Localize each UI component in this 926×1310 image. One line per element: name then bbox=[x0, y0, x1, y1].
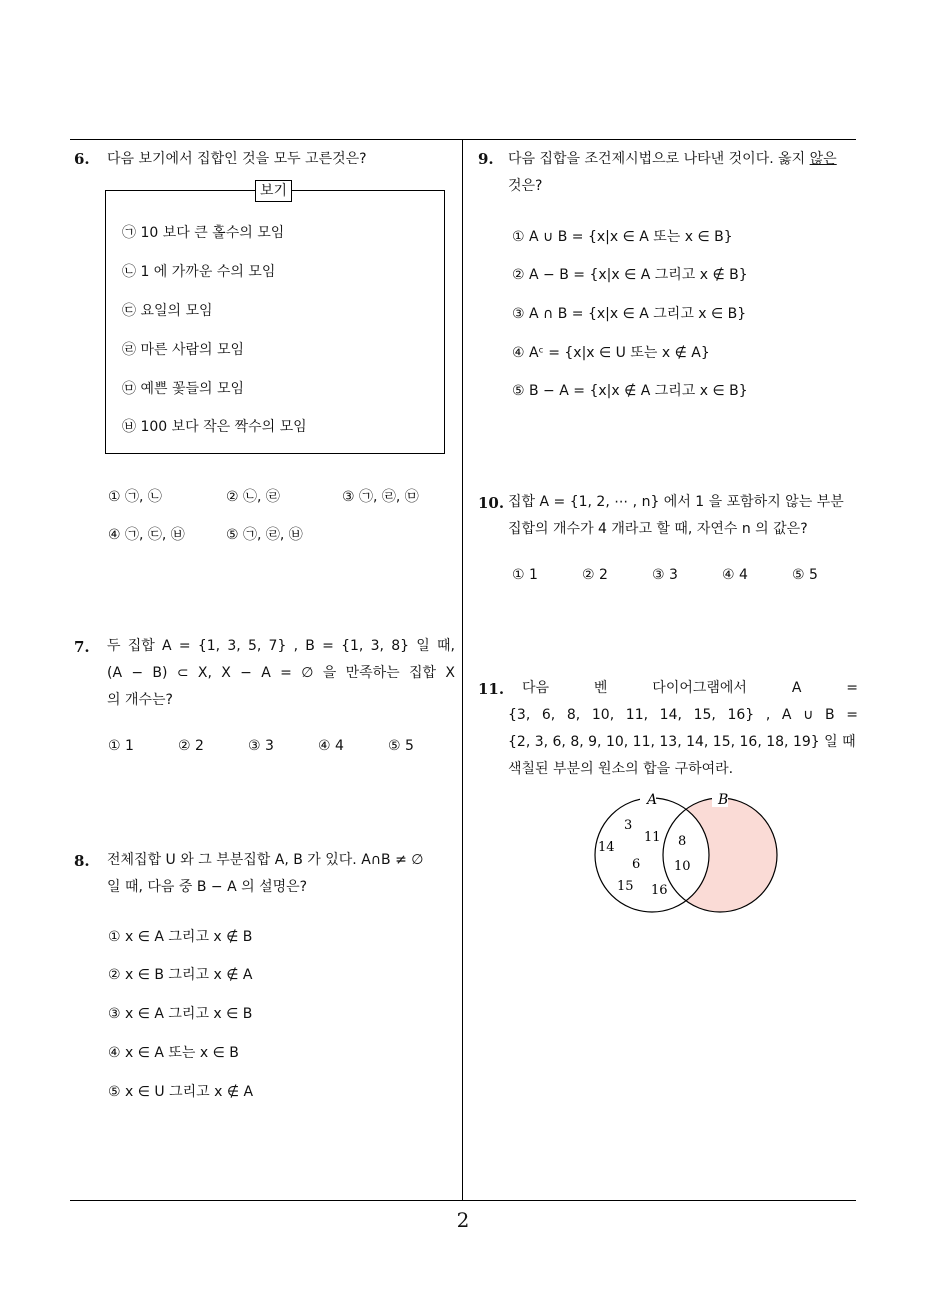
question-stem-line: 전체집합 U 와 그 부분집합 A, B 가 있다. A∩B ≠ ∅ bbox=[107, 852, 424, 868]
answer-choice[interactable]: ⑤ B − A = {x|x ∉ A 그리고 x ∈ B} bbox=[512, 383, 748, 399]
venn-label-a: A bbox=[647, 792, 658, 808]
question-number: 9. bbox=[478, 150, 494, 168]
column-divider bbox=[462, 139, 463, 1200]
question-stem-line: 의 개수는? bbox=[107, 692, 173, 708]
question-stem-line: 집합 A = {1, 2, ⋯ , n} 에서 1 을 포함하지 않는 부분 bbox=[508, 494, 844, 510]
question-number: 10. bbox=[478, 494, 505, 512]
question-number: 7. bbox=[74, 638, 90, 656]
answer-choice[interactable]: ② 2 bbox=[582, 567, 608, 583]
question-stem-line: 다음 벤 다이어그램에서 A = bbox=[522, 680, 858, 696]
question-stem-line: (A − B) ⊂ X, X − A = ∅ 을 만족하는 집합 X bbox=[107, 665, 455, 681]
question-number: 11. bbox=[478, 680, 505, 698]
example-item: ㉡ 1 에 가까운 수의 모임 bbox=[122, 264, 276, 280]
answer-choice[interactable]: ① ㉠, ㉡ bbox=[108, 489, 162, 505]
answer-choice[interactable]: ⑤ x ∈ U 그리고 x ∉ A bbox=[108, 1084, 254, 1100]
example-item: ㉥ 100 보다 작은 짝수의 모임 bbox=[122, 419, 307, 435]
question-stem-line: {3, 6, 8, 10, 11, 14, 15, 16} , A ∪ B = bbox=[508, 707, 858, 723]
question-stem-line bbox=[508, 145, 837, 173]
venn-element: 15 bbox=[617, 879, 634, 894]
answer-choice[interactable]: ② 2 bbox=[178, 738, 204, 754]
venn-element: 16 bbox=[651, 883, 668, 898]
bottom-rule bbox=[70, 1200, 856, 1201]
example-item: ㉠ 10 보다 큰 홀수의 모임 bbox=[122, 225, 285, 241]
answer-choice[interactable]: ③ ㉠, ㉣, ㉤ bbox=[342, 489, 419, 505]
question-stem: 다음 보기에서 집합인 것을 모두 고른것은? bbox=[107, 151, 367, 167]
answer-choice[interactable]: ④ 4 bbox=[722, 567, 748, 583]
answer-choice[interactable]: ① 1 bbox=[512, 567, 538, 583]
example-item: ㉤ 예쁜 꽃들의 모임 bbox=[122, 381, 245, 397]
answer-choice[interactable]: ⑤ ㉠, ㉣, ㉥ bbox=[226, 527, 303, 543]
question-stem-line: 집합의 개수가 4 개라고 할 때, 자연수 n 의 값은? bbox=[508, 521, 808, 537]
answer-choice[interactable]: ⑤ 5 bbox=[792, 567, 818, 583]
question-stem-text: 다음 집합을 조건제시법으로 나타낸 것이다. 옳지 bbox=[508, 151, 810, 167]
venn-element: 3 bbox=[624, 818, 633, 833]
venn-element: 8 bbox=[678, 834, 687, 849]
venn-label-b: B bbox=[718, 792, 729, 808]
example-item: ㉣ 마른 사람의 모임 bbox=[122, 342, 245, 358]
example-box-label: 보기 bbox=[255, 180, 292, 202]
answer-choice[interactable]: ④ Aᶜ = {x|x ∈ U 또는 x ∉ A} bbox=[512, 345, 710, 361]
answer-choice[interactable]: ① 1 bbox=[108, 738, 134, 754]
question-stem-line: 것은? bbox=[508, 178, 543, 194]
venn-element: 10 bbox=[674, 859, 691, 874]
answer-choice[interactable]: ② ㉡, ㉣ bbox=[226, 489, 280, 505]
page-number: 2 bbox=[456, 1208, 470, 1232]
question-stem-line: 색칠된 부분의 원소의 합을 구하여라. bbox=[508, 761, 734, 777]
venn-element: 11 bbox=[644, 830, 661, 845]
underlined-word: 않은 bbox=[809, 151, 837, 167]
question-stem-line: {2, 3, 6, 8, 9, 10, 11, 13, 14, 15, 16, 18, 19} 일 때 bbox=[508, 734, 856, 750]
answer-choice[interactable]: ③ 3 bbox=[248, 738, 274, 754]
venn-element: 6 bbox=[632, 857, 641, 872]
answer-choice[interactable]: ① A ∪ B = {x|x ∈ A 또는 x ∈ B} bbox=[512, 229, 733, 245]
answer-choice[interactable]: ③ 3 bbox=[652, 567, 678, 583]
question-stem-line: 두 집합 A = {1, 3, 5, 7} , B = {1, 3, 8} 일 때, bbox=[107, 638, 455, 654]
answer-choice[interactable]: ② x ∈ B 그리고 x ∉ A bbox=[108, 967, 253, 983]
example-item: ㉢ 요일의 모임 bbox=[122, 303, 213, 319]
answer-choice[interactable]: ② A − B = {x|x ∈ A 그리고 x ∉ B} bbox=[512, 267, 748, 283]
question-number: 6. bbox=[74, 150, 90, 168]
question-number: 8. bbox=[74, 852, 90, 870]
answer-choice[interactable]: ④ ㉠, ㉢, ㉥ bbox=[108, 527, 185, 543]
answer-choice[interactable]: ③ A ∩ B = {x|x ∈ A 그리고 x ∈ B} bbox=[512, 306, 747, 322]
answer-choice[interactable]: ④ 4 bbox=[318, 738, 344, 754]
answer-choice[interactable]: ⑤ 5 bbox=[388, 738, 414, 754]
top-rule bbox=[70, 139, 856, 140]
answer-choice[interactable]: ① x ∈ A 그리고 x ∉ B bbox=[108, 929, 253, 945]
venn-element: 14 bbox=[598, 840, 615, 855]
answer-choice[interactable]: ③ x ∈ A 그리고 x ∈ B bbox=[108, 1006, 253, 1022]
question-stem-line: 일 때, 다음 중 B − A 의 설명은? bbox=[107, 879, 308, 895]
venn-diagram bbox=[580, 785, 790, 915]
answer-choice[interactable]: ④ x ∈ A 또는 x ∈ B bbox=[108, 1045, 239, 1061]
